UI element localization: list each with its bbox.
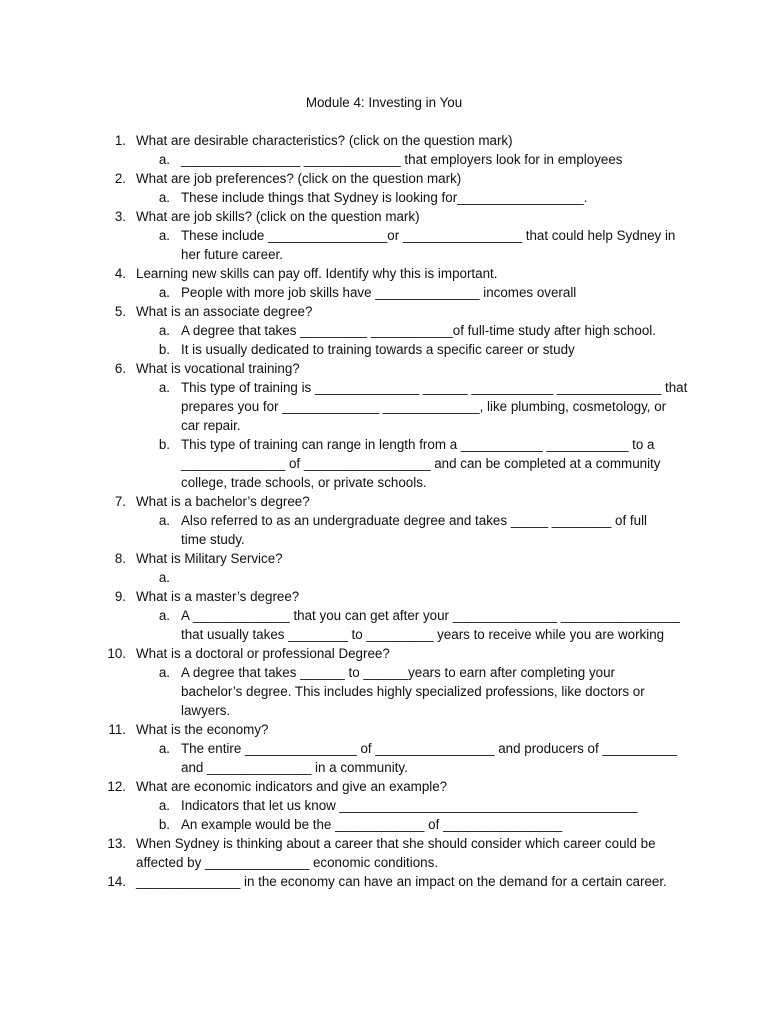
question-line [0, 264, 768, 283]
sub-item-continued [0, 530, 768, 549]
sub-item [0, 511, 768, 530]
question-line [0, 834, 768, 853]
question-text: What is a doctoral or professional Degree? [136, 646, 390, 661]
sub-item-letter: a. [158, 798, 170, 813]
question-text: What are economic indicators and give an example? [136, 779, 448, 794]
sub-item-letter: a. [158, 513, 170, 528]
question-number: 8. [114, 551, 126, 566]
sub-item-letter: b. [158, 817, 170, 832]
sub-item-text: her future career. [181, 247, 283, 262]
sub-item [0, 283, 768, 302]
question-text: What is Military Service? [136, 551, 283, 566]
question-line [0, 872, 768, 891]
question-text: affected by ______________ economic conditions. [136, 855, 439, 870]
sub-item-text: These include ________________or ________________ that could help Sydney in [181, 228, 676, 243]
question-number: 9. [114, 589, 126, 604]
sub-item-continued [0, 416, 768, 435]
sub-item-text: These include things that Sydney is looking for_________________. [181, 190, 588, 205]
question-number: 2. [114, 171, 126, 186]
sub-item-text: An example would be the ____________ of ________________ [181, 817, 563, 832]
question-number: 5. [114, 304, 126, 319]
question-text: What is an associate degree? [136, 304, 313, 319]
sub-item-letter: a. [158, 190, 170, 205]
sub-item-letter: a. [158, 228, 170, 243]
sub-item-continued [0, 682, 768, 701]
question-line [0, 644, 768, 663]
sub-item [0, 321, 768, 340]
sub-item-text: bachelor’s degree. This includes highly specialized professions, like doctors or [181, 684, 645, 699]
sub-item-text: and ______________ in a community. [181, 760, 408, 775]
question-line [0, 777, 768, 796]
sub-item [0, 378, 768, 397]
question-line [0, 549, 768, 568]
question-line [0, 169, 768, 188]
sub-item [0, 568, 768, 587]
page-title: Module 4: Investing in You [305, 95, 463, 110]
sub-item [0, 226, 768, 245]
sub-item-text: People with more job skills have ______________ incomes overall [181, 285, 577, 300]
sub-item-letter: a. [158, 665, 170, 680]
sub-item-text: This type of training is ______________ ______ ___________ ______________ that [181, 380, 688, 395]
question-text: ______________ in the economy can have an impact on the demand for a certain career. [136, 874, 667, 889]
sub-item-text: Also referred to as an undergraduate degree and takes _____ ________ of full [181, 513, 648, 528]
question-line [0, 131, 768, 150]
question-number: 12. [107, 779, 126, 794]
sub-item-letter: a. [158, 285, 170, 300]
question-line [0, 207, 768, 226]
question-number: 6. [114, 361, 126, 376]
sub-item-text: The entire _______________ of ________________ and producers of __________ [181, 741, 677, 756]
sub-item-text: car repair. [181, 418, 241, 433]
sub-item-continued [0, 397, 768, 416]
sub-item-continued [0, 758, 768, 777]
question-number: 13. [107, 836, 126, 851]
sub-item-text: ______________ of _________________ and can be completed at a community [181, 456, 661, 471]
sub-item-text: ________________ _____________ that employers look for in employees [181, 152, 623, 167]
sub-item-text: A degree that takes ______ to ______years to earn after completing your [181, 665, 615, 680]
question-number: 4. [114, 266, 126, 281]
question-line-continued [0, 853, 768, 872]
question-number: 14. [107, 874, 126, 889]
sub-item-continued [0, 245, 768, 264]
sub-item-text: It is usually dedicated to training towards a specific career or study [181, 342, 575, 357]
question-text: What are desirable characteristics? (click on the question mark) [136, 133, 513, 148]
sub-item [0, 188, 768, 207]
sub-item [0, 340, 768, 359]
question-text: Learning new skills can pay off. Identify why this is important. [136, 266, 498, 281]
sub-item-text: Indicators that let us know ________________________________________ [181, 798, 638, 813]
sub-item-text: lawyers. [181, 703, 231, 718]
question-number: 10. [107, 646, 126, 661]
question-text: What are job skills? (click on the question mark) [136, 209, 420, 224]
sub-item-text: that usually takes ________ to _________ years to receive while you are working [181, 627, 665, 642]
question-text: What is vocational training? [136, 361, 300, 376]
sub-item-letter: a. [158, 323, 170, 338]
sub-item-letter: a. [158, 570, 170, 585]
question-line [0, 587, 768, 606]
sub-item-continued [0, 625, 768, 644]
question-number: 3. [114, 209, 126, 224]
sub-item-text: time study. [181, 532, 245, 547]
question-number: 7. [114, 494, 126, 509]
sub-item-letter: a. [158, 152, 170, 167]
sub-item [0, 796, 768, 815]
sub-item [0, 606, 768, 625]
question-number: 1. [114, 133, 126, 148]
question-line [0, 302, 768, 321]
question-line [0, 492, 768, 511]
question-text: When Sydney is thinking about a career that she should consider which career could be [136, 836, 656, 851]
sub-item-text: college, trade schools, or private schools. [181, 475, 427, 490]
sub-item-letter: b. [158, 342, 170, 357]
sub-item-continued [0, 473, 768, 492]
sub-item-text: A _____________ that you can get after your ______________ ________________ [181, 608, 680, 623]
sub-item-text: A degree that takes _________ ___________of full-time study after high school. [181, 323, 656, 338]
sub-item [0, 739, 768, 758]
sub-item-continued [0, 701, 768, 720]
sub-item-letter: a. [158, 608, 170, 623]
question-text: What is the economy? [136, 722, 269, 737]
question-list [0, 131, 768, 891]
question-text: What is a bachelor’s degree? [136, 494, 310, 509]
question-line [0, 359, 768, 378]
sub-item [0, 815, 768, 834]
sub-item-text: This type of training can range in length from a ___________ ___________ to a [181, 437, 655, 452]
sub-item-letter: a. [158, 380, 170, 395]
sub-item [0, 663, 768, 682]
sub-item-letter: b. [158, 437, 170, 452]
question-text: What are job preferences? (click on the question mark) [136, 171, 462, 186]
question-line [0, 720, 768, 739]
sub-item [0, 435, 768, 454]
sub-item-text: prepares you for _____________ _____________, like plumbing, cosmetology, or [181, 399, 667, 414]
sub-item-continued [0, 454, 768, 473]
sub-item-letter: a. [158, 741, 170, 756]
sub-item [0, 150, 768, 169]
question-text: What is a master’s degree? [136, 589, 300, 604]
question-number: 11. [108, 722, 126, 737]
